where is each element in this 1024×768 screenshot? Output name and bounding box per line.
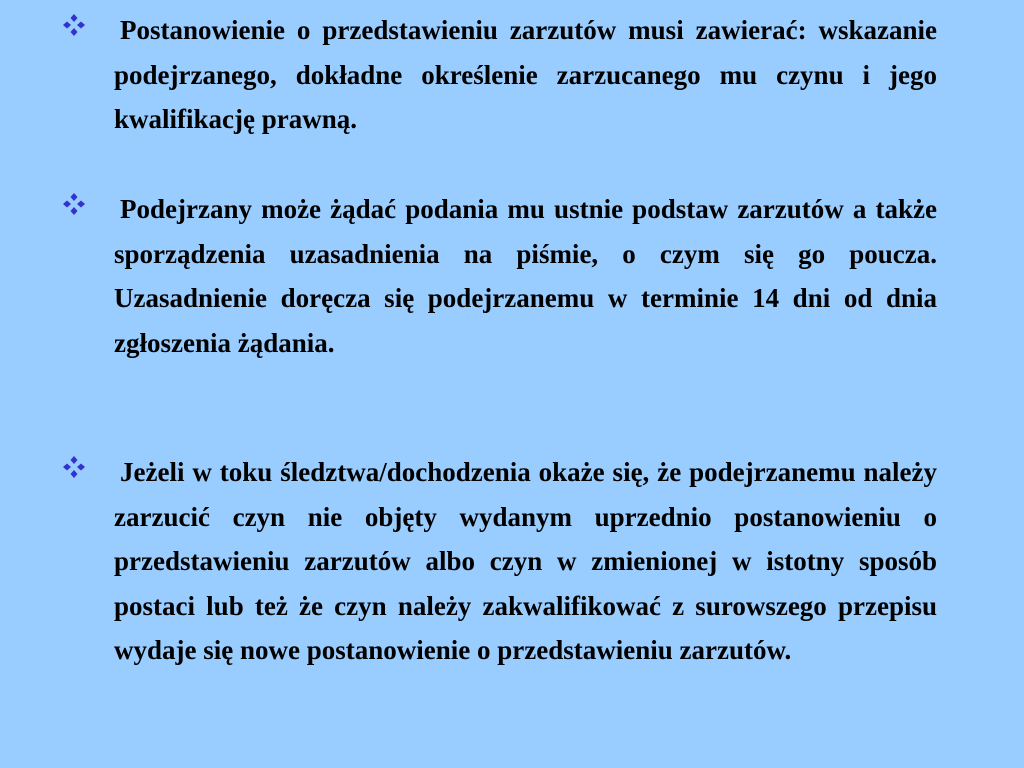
bullet-text: Podejrzany może żądać podania mu ustnie podstaw zarzutów a także sporządzenia uzasadnienia na piśmie, o czym się go poucza. Uzasadnienie doręcza się podejrzanemu w terminie 14 dni od dnia zgłoszenia żądania. xyxy=(114,194,937,358)
bullet-item-justification-request xyxy=(62,187,937,365)
bullet-item-new-decision xyxy=(62,450,937,673)
bullet-text: Jeżeli w toku śledztwa/dochodzenia okaże się, że podejrzanemu należy zarzucić czyn nie objęty wydanym uprzednio postanowieniu o przedstawieniu zarzutów albo czyn w zmienionej w istotny sposób postaci lub też że czyn należy zakwalifikować z surowszego przepisu wydaje się nowe postanowienie o przedstawieniu zarzutów. xyxy=(114,457,937,665)
four-diamond-bullet-icon xyxy=(62,455,90,483)
bullet-text: Postanowienie o przedstawieniu zarzutów musi zawierać: wskazanie podejrzanego, dokładne określenie zarzucanego mu czynu i jego kwalifikację prawną. xyxy=(114,15,937,134)
four-diamond-bullet-icon xyxy=(62,192,90,220)
four-diamond-bullet-icon xyxy=(62,13,90,41)
bullet-item-charges-content xyxy=(62,8,937,142)
